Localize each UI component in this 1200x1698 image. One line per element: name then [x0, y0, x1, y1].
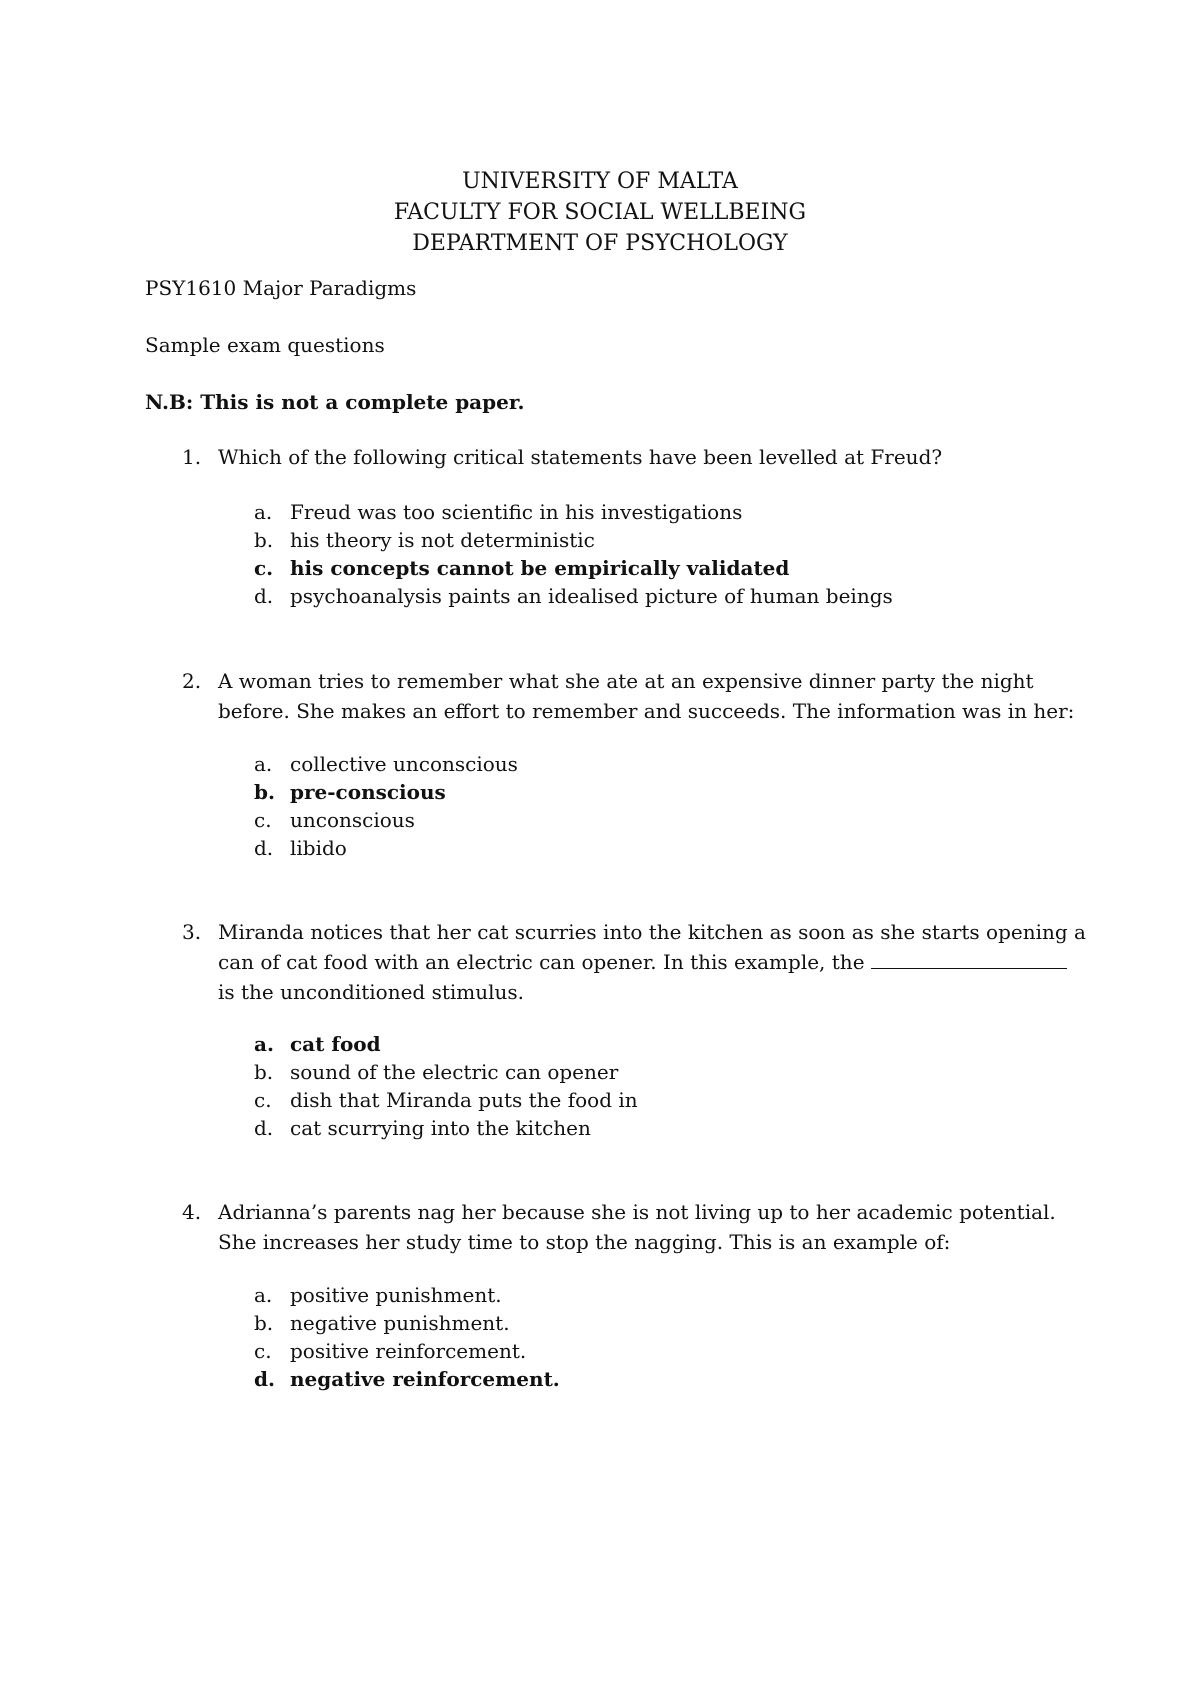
option-text: negative reinforcement. [290, 1367, 560, 1391]
answer-option [254, 749, 518, 779]
option-text: libido [290, 836, 347, 860]
option-text: positive punishment. [290, 1283, 502, 1307]
option-letter: d. [254, 1367, 275, 1391]
question-line: A woman tries to remember what she ate at an expensive dinner party the night [218, 669, 1034, 693]
document-subtitle: Sample exam questions [145, 333, 385, 357]
question-text [218, 1197, 1098, 1257]
question-number: 3. [182, 920, 202, 944]
answer-option [254, 1308, 510, 1338]
question-line: She increases her study time to stop the nagging. This is an example of: [218, 1230, 951, 1254]
question-text [218, 917, 1098, 1007]
option-letter: a. [254, 1283, 273, 1307]
option-letter: b. [254, 528, 274, 552]
question-line: Adrianna’s parents nag her because she is not living up to her academic potential. [218, 1200, 1056, 1224]
question-number: 4. [182, 1200, 202, 1224]
option-letter: b. [254, 780, 275, 804]
option-letter: c. [254, 556, 274, 580]
option-text: collective unconscious [290, 752, 518, 776]
correct-answer-option [254, 777, 446, 807]
option-letter: d. [254, 1116, 274, 1140]
option-letter: a. [254, 500, 273, 524]
question-line: Which of the following critical statements have been levelled at Freud? [218, 445, 943, 469]
option-text: cat scurrying into the kitchen [290, 1116, 591, 1140]
question-line: can of cat food with an electric can opener. In this example, the [218, 950, 865, 974]
question-number: 2. [182, 669, 202, 693]
question-number: 1. [182, 445, 202, 469]
answer-option [254, 1113, 591, 1143]
option-text: positive reinforcement. [290, 1339, 527, 1363]
question-text [218, 666, 1098, 726]
option-letter: b. [254, 1060, 274, 1084]
option-text: negative punishment. [290, 1311, 510, 1335]
option-text: his theory is not deterministic [290, 528, 595, 552]
answer-option [254, 805, 415, 835]
question-line-with-blank [218, 947, 1098, 977]
answer-option [254, 497, 742, 527]
option-letter: c. [254, 1339, 272, 1363]
fill-in-blank [871, 950, 1067, 969]
university-name: UNIVERSITY OF MALTA [462, 169, 738, 194]
option-text: pre-conscious [290, 780, 446, 804]
answer-option [254, 1336, 526, 1366]
option-letter: d. [254, 584, 274, 608]
faculty-name: FACULTY FOR SOCIAL WELLBEING [393, 200, 807, 225]
option-text: psychoanalysis paints an idealised picture of human beings [290, 584, 893, 608]
option-letter: b. [254, 1311, 274, 1335]
option-text: dish that Miranda puts the food in [290, 1088, 638, 1112]
department-name: DEPARTMENT OF PSYCHOLOGY [412, 231, 788, 256]
correct-answer-option [254, 1029, 381, 1059]
option-text: his concepts cannot be empirically validated [290, 556, 790, 580]
answer-option [254, 1280, 502, 1310]
correct-answer-option [254, 553, 789, 583]
option-text: sound of the electric can opener [290, 1060, 619, 1084]
answer-option [254, 1085, 638, 1115]
option-letter: d. [254, 836, 274, 860]
option-letter: a. [254, 752, 273, 776]
question-line: is the unconditioned stimulus. [218, 980, 525, 1004]
option-letter: c. [254, 1088, 272, 1112]
question-text [218, 442, 1098, 472]
document-header [0, 166, 1200, 259]
course-title: PSY1610 Major Paradigms [145, 276, 417, 300]
option-text: cat food [290, 1032, 381, 1056]
completeness-note: N.B: This is not a complete paper. [145, 390, 525, 414]
question-line: Miranda notices that her cat scurries into the kitchen as soon as she starts opening a [218, 920, 1086, 944]
option-letter: a. [254, 1032, 274, 1056]
question-line: before. She makes an effort to remember and succeeds. The information was in her: [218, 699, 1075, 723]
answer-option [254, 525, 595, 555]
option-text: unconscious [290, 808, 415, 832]
answer-option [254, 833, 347, 863]
option-letter: c. [254, 808, 272, 832]
answer-option [254, 1057, 618, 1087]
option-text: Freud was too scientific in his investigations [290, 500, 743, 524]
correct-answer-option [254, 1364, 560, 1394]
answer-option [254, 581, 893, 611]
